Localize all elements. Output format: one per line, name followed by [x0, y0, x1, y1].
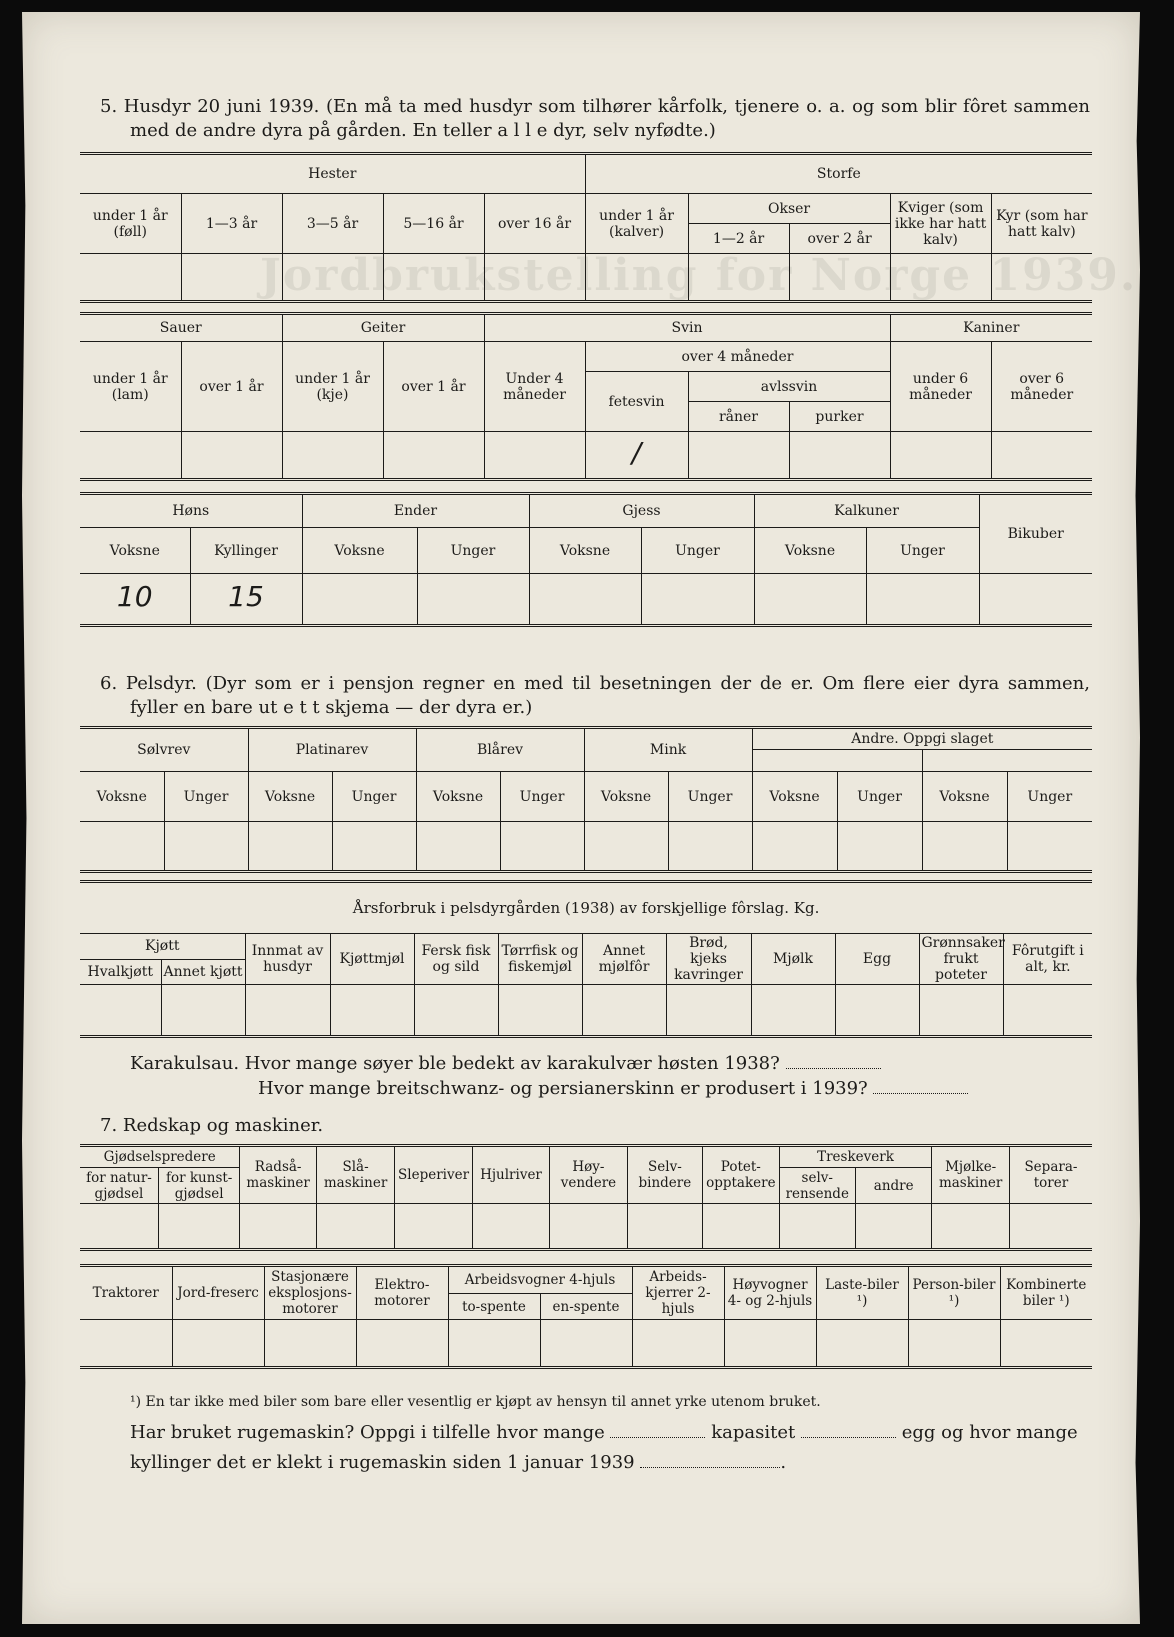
- section7-title: 7. Redskap og maskiner.: [100, 1115, 324, 1136]
- entry-cell[interactable]: [172, 1320, 264, 1368]
- entry-cell[interactable]: [158, 1204, 239, 1250]
- entry-cell[interactable]: [584, 822, 668, 872]
- forbruk-col: Kjøttmjøl: [330, 934, 414, 985]
- entry-cell[interactable]: [80, 432, 181, 480]
- entry-cell[interactable]: [890, 254, 991, 302]
- handwritten-mark: /: [631, 435, 642, 469]
- entry-cell[interactable]: [383, 432, 484, 480]
- entry-cell[interactable]: [627, 1204, 702, 1250]
- redskap-col: Separa-torer: [1009, 1146, 1092, 1204]
- svin-title: Svin: [484, 314, 890, 342]
- entry-cell[interactable]: [1007, 822, 1092, 872]
- svin-fetesvin: fetesvin: [585, 372, 688, 432]
- bikuber-header: Bikuber: [979, 494, 1092, 574]
- entry-cell[interactable]: [395, 1204, 472, 1250]
- entry-cell[interactable]: [789, 254, 890, 302]
- entry-cell[interactable]: [754, 574, 866, 626]
- fjaerfe-group: Kalkuner: [754, 494, 979, 528]
- col-kyllinger: Kyllinger: [190, 528, 302, 574]
- col-voksne: Voksne: [584, 772, 668, 822]
- entry-cell[interactable]: [414, 985, 498, 1037]
- entry-cell[interactable]: [991, 254, 1092, 302]
- entry-cell[interactable]: [330, 985, 414, 1037]
- entry-cell[interactable]: [498, 985, 582, 1037]
- karakul-line2: [258, 1077, 968, 1101]
- col-voksne: Voksne: [529, 528, 641, 574]
- maskin-col: Stasjonære eksplosjons-motorer: [264, 1266, 356, 1320]
- col-voksne: Voksne: [754, 528, 866, 574]
- hester-col: 3—5 år: [282, 194, 383, 254]
- rugemaskin-kapasitet-field[interactable]: [801, 1423, 896, 1438]
- section5-line2: med de andre dyra på gården. En teller a l l e dyr, selv nyfødte.): [130, 120, 716, 141]
- storfe-title: Storfe: [585, 154, 1092, 194]
- entry-cell[interactable]: [550, 1204, 627, 1250]
- section5-line1: 5. Husdyr 20 juni 1939. (En må ta med husdyr som tilhører kårfolk, tjenere o. a. og som blir fôret sammen: [100, 96, 1090, 117]
- hester-col: over 16 år: [484, 194, 585, 254]
- geiter-title: Geiter: [282, 314, 484, 342]
- sauer-col: under 1 år (lam): [80, 342, 181, 432]
- entry-cell[interactable]: [632, 1320, 724, 1368]
- redskap-col: Slå-maskiner: [316, 1146, 394, 1204]
- entry-cell[interactable]: [356, 1320, 448, 1368]
- col-voksne: Voksne: [248, 772, 332, 822]
- karakul-question-1: Karakulsau. Hvor mange søyer ble bedekt av karakulvær høsten 1938?: [130, 1053, 780, 1074]
- col-voksne: Voksne: [922, 772, 1007, 822]
- forbruk-col: Tørrfisk og fiskemjøl: [498, 934, 582, 985]
- geiter-col: over 1 år: [383, 342, 484, 432]
- forbruk-col: Fersk fisk og sild: [414, 934, 498, 985]
- col-unger: Unger: [417, 528, 529, 574]
- entry-cell[interactable]: [472, 1204, 549, 1250]
- col-voksne: Voksne: [80, 772, 164, 822]
- entry-cell[interactable]: [919, 985, 1003, 1037]
- entry-cell[interactable]: [1000, 1320, 1092, 1368]
- entry-cell[interactable]: [724, 1320, 816, 1368]
- gjodsel-header: Gjødselspredere: [80, 1146, 240, 1168]
- table-redskap: [80, 1144, 1092, 1251]
- entry-cell[interactable]: [529, 574, 641, 626]
- forbruk-col: Grønnsaker frukt poteter: [919, 934, 1003, 985]
- karakul-answer-1[interactable]: [786, 1054, 881, 1069]
- entry-cell[interactable]: [582, 985, 666, 1037]
- okser-col: over 2 år: [789, 224, 890, 254]
- entry-cell[interactable]: [484, 254, 585, 302]
- rugemaskin-count-field[interactable]: [610, 1423, 705, 1438]
- forbruk-col: Egg: [835, 934, 919, 985]
- storfe-okser: Okser: [688, 194, 890, 224]
- andre-slag-field[interactable]: [922, 750, 1092, 772]
- entry-cell[interactable]: [979, 574, 1092, 626]
- entry-cell[interactable]: [666, 985, 751, 1037]
- fjaerfe-group: Gjess: [529, 494, 754, 528]
- section6-line1: 6. Pelsdyr. (Dyr som er i pensjon regner en med til besetningen der de er. Om flere eier dyra sammen,: [100, 673, 1090, 694]
- entry-cell[interactable]: [779, 1204, 855, 1250]
- entry-cell[interactable]: [80, 985, 161, 1037]
- forbruk-col: Mjølk: [751, 934, 835, 985]
- table-forbruk: [80, 880, 1092, 1038]
- svin-avlssvin: avlssvin: [688, 372, 890, 402]
- forbruk-col: Brød, kjeks kavringer: [666, 934, 751, 985]
- storfe-kviger: Kviger (som ikke har hatt kalv): [890, 194, 991, 254]
- rugemaskin-kyllinger-field[interactable]: [640, 1453, 780, 1468]
- handwritten-value: 10: [116, 579, 153, 613]
- rugemaskin-kyllinger-question: kyllinger det er klekt i rugemaskin siden 1 januar 1939: [130, 1452, 635, 1473]
- gjodsel-col: for kunst-gjødsel: [158, 1168, 239, 1204]
- rugemaskin-egg-label: egg og hvor mange: [901, 1422, 1078, 1443]
- entry-cell[interactable]: [484, 432, 585, 480]
- col-voksne: Voksne: [416, 772, 500, 822]
- pelsdyr-group: Blårev: [416, 728, 584, 772]
- entry-cell[interactable]: [282, 432, 383, 480]
- redskap-col: Mjølke-maskiner: [932, 1146, 1009, 1204]
- kjott-header: Kjøtt: [80, 934, 245, 960]
- forbruk-title: Årsforbruk i pelsdyrgården (1938) av forskjellige fôrslag. Kg.: [80, 882, 1092, 934]
- maskin-col: Laste-biler ¹): [816, 1266, 908, 1320]
- entry-cell[interactable]: [80, 1204, 158, 1250]
- entry-cell[interactable]: [245, 985, 330, 1037]
- geiter-col: under 1 år (kje): [282, 342, 383, 432]
- entry-cell[interactable]: [908, 1320, 1000, 1368]
- kaniner-col: under 6 måneder: [890, 342, 991, 432]
- entry-cell[interactable]: [240, 1204, 316, 1250]
- entry-cell[interactable]: [688, 254, 789, 302]
- redskap-col: Potet-opptakere: [703, 1146, 779, 1204]
- entry-cell[interactable]: [80, 1320, 172, 1368]
- hons-voksne-cell[interactable]: [80, 574, 190, 626]
- redskap-col: Sleperiver: [395, 1146, 472, 1204]
- pelsdyr-group: Mink: [584, 728, 752, 772]
- pelsdyr-group: Sølvrev: [80, 728, 248, 772]
- fjaerfe-group: Høns: [80, 494, 302, 528]
- entry-cell[interactable]: [181, 254, 282, 302]
- svin-raner: råner: [688, 402, 789, 432]
- entry-cell[interactable]: [932, 1204, 1009, 1250]
- entry-cell[interactable]: [161, 985, 245, 1037]
- entry-cell[interactable]: [866, 574, 979, 626]
- col-unger: Unger: [1007, 772, 1092, 822]
- hester-col: under 1 år (føll): [80, 194, 181, 254]
- entry-cell[interactable]: [703, 1204, 779, 1250]
- entry-cell[interactable]: [752, 822, 837, 872]
- col-unger: Unger: [866, 528, 979, 574]
- bleed-through-text: Jordbrukstelling for Norge 1939.: [260, 250, 1138, 301]
- forbruk-col: Annet mjølfôr: [582, 934, 666, 985]
- entry-cell[interactable]: [248, 822, 332, 872]
- entry-cell[interactable]: [668, 822, 752, 872]
- annet-kjott-col: Annet kjøtt: [161, 959, 245, 985]
- section6-line2: fyller en bare ut e t t skjema — der dyra er.): [130, 697, 533, 718]
- maskin-col: Traktorer: [80, 1266, 172, 1320]
- sauer-col: over 1 år: [181, 342, 282, 432]
- hvalkjott-col: Hvalkjøtt: [80, 959, 161, 985]
- entry-cell[interactable]: [417, 574, 529, 626]
- treskeverk-header: Treskeverk: [779, 1146, 932, 1168]
- redskap-col: Hjulriver: [472, 1146, 549, 1204]
- col-unger: Unger: [837, 772, 922, 822]
- kaniner-col: over 6 måneder: [991, 342, 1092, 432]
- gjodsel-col: for natur-gjødsel: [80, 1168, 158, 1204]
- entry-cell[interactable]: [500, 822, 584, 872]
- entry-cell[interactable]: [282, 254, 383, 302]
- hester-title: Hester: [80, 154, 585, 194]
- col-unger: Unger: [500, 772, 584, 822]
- rugemaskin-line2: kyllinger det er klekt i rugemaskin siden 1 januar 1939 .: [130, 1452, 787, 1473]
- forbruk-col: Fôrutgift i alt, kr.: [1003, 934, 1092, 985]
- pelsdyr-group: Platinarev: [248, 728, 416, 772]
- table-hester-storfe: [80, 152, 1092, 303]
- svin-under4: Under 4 måneder: [484, 342, 585, 432]
- arbeidsvogner-col: en-spente: [540, 1294, 632, 1320]
- col-unger: Unger: [332, 772, 416, 822]
- svin-over4: over 4 måneder: [585, 342, 890, 372]
- andre-slag-field[interactable]: [752, 750, 922, 772]
- col-unger: Unger: [164, 772, 248, 822]
- col-unger: Unger: [668, 772, 752, 822]
- entry-cell[interactable]: [264, 1320, 356, 1368]
- col-voksne: Voksne: [80, 528, 190, 574]
- storfe-kalver: under 1 år (kalver): [585, 194, 688, 254]
- maskin-col: Elektro-motorer: [356, 1266, 448, 1320]
- maskin-col: Kombinerte biler ¹): [1000, 1266, 1092, 1320]
- karakul-answer-2[interactable]: [873, 1079, 968, 1094]
- entry-cell[interactable]: [448, 1320, 540, 1368]
- hons-kyllinger-cell[interactable]: [190, 574, 302, 626]
- treskeverk-col: andre: [855, 1168, 931, 1204]
- maskin-col: Jord-freserc: [172, 1266, 264, 1320]
- okser-col: 1—2 år: [688, 224, 789, 254]
- sauer-title: Sauer: [80, 314, 282, 342]
- entry-cell[interactable]: [688, 432, 789, 480]
- entry-cell[interactable]: [922, 822, 1007, 872]
- entry-cell[interactable]: [991, 432, 1092, 480]
- entry-cell[interactable]: [383, 254, 484, 302]
- col-voksne: Voksne: [752, 772, 837, 822]
- rugemaskin-line1: [130, 1421, 1078, 1445]
- redskap-col: Radså-maskiner: [240, 1146, 316, 1204]
- entry-cell[interactable]: [855, 1204, 931, 1250]
- entry-cell[interactable]: [835, 985, 919, 1037]
- col-voksne: Voksne: [302, 528, 417, 574]
- entry-cell[interactable]: [789, 432, 890, 480]
- entry-cell[interactable]: [751, 985, 835, 1037]
- entry-cell[interactable]: [80, 822, 164, 872]
- kaniner-title: Kaniner: [890, 314, 1092, 342]
- entry-cell[interactable]: [416, 822, 500, 872]
- fjaerfe-group: Ender: [302, 494, 529, 528]
- entry-cell[interactable]: [80, 254, 181, 302]
- entry-cell[interactable]: [1009, 1204, 1092, 1250]
- rugemaskin-kapasitet-label: kapasitet: [711, 1422, 796, 1443]
- entry-cell[interactable]: [816, 1320, 908, 1368]
- arbeidsvogner-col: to-spente: [448, 1294, 540, 1320]
- maskin-col: Person-biler ¹): [908, 1266, 1000, 1320]
- entry-cell[interactable]: [540, 1320, 632, 1368]
- karakul-line1: [130, 1052, 881, 1076]
- entry-cell[interactable]: [302, 574, 417, 626]
- entry-cell[interactable]: [316, 1204, 394, 1250]
- rugemaskin-question: Har bruket rugemaskin? Oppgi i tilfelle hvor mange: [130, 1422, 605, 1443]
- svin-purker: purker: [789, 402, 890, 432]
- entry-cell-fetesvin[interactable]: [585, 432, 688, 480]
- entry-cell[interactable]: [1003, 985, 1092, 1037]
- maskin-col: Arbeids-kjerrer 2-hjuls: [632, 1266, 724, 1320]
- hester-col: 5—16 år: [383, 194, 484, 254]
- table-maskiner: [80, 1264, 1092, 1369]
- entry-cell[interactable]: [332, 822, 416, 872]
- entry-cell[interactable]: [181, 432, 282, 480]
- treskeverk-col: selv-rensende: [779, 1168, 855, 1204]
- storfe-kyr: Kyr (som har hatt kalv): [991, 194, 1092, 254]
- table-fjaerfe: [80, 492, 1092, 627]
- table-pelsdyr: [80, 726, 1092, 873]
- arbeidsvogner-header: Arbeidsvogner 4-hjuls: [448, 1266, 632, 1294]
- karakul-question-2: Hvor mange breitschwanz- og persianerskinn er produsert i 1939?: [258, 1078, 868, 1099]
- footnote: ¹) En tar ikke med biler som bare eller vesentlig er kjøpt av hensyn til annet yrke utenom bruket.: [130, 1394, 821, 1410]
- handwritten-value: 15: [228, 579, 264, 613]
- entry-cell[interactable]: [837, 822, 922, 872]
- forbruk-col: Innmat av husdyr: [245, 934, 330, 985]
- entry-cell[interactable]: [585, 254, 688, 302]
- entry-cell[interactable]: [164, 822, 248, 872]
- maskin-col: Høyvogner 4- og 2-hjuls: [724, 1266, 816, 1320]
- redskap-col: Høy-vendere: [550, 1146, 627, 1204]
- col-unger: Unger: [641, 528, 754, 574]
- hester-col: 1—3 år: [181, 194, 282, 254]
- entry-cell[interactable]: [890, 432, 991, 480]
- table-sauer-svin: [80, 312, 1092, 481]
- entry-cell[interactable]: [641, 574, 754, 626]
- pelsdyr-andre: Andre. Oppgi slaget: [752, 728, 1092, 750]
- redskap-col: Selv-bindere: [627, 1146, 702, 1204]
